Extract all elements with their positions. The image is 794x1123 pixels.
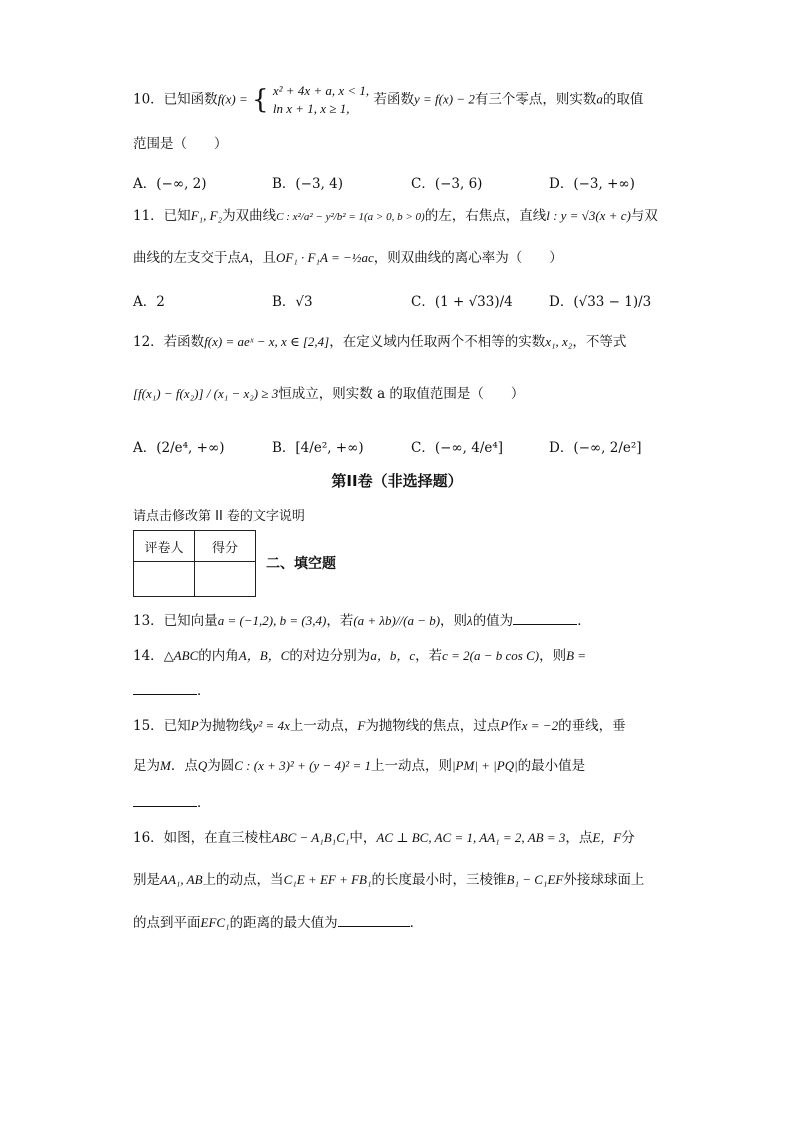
- q14-text: ，则: [539, 648, 567, 664]
- q13-condition: (a + λb)//(a − b): [353, 613, 441, 628]
- q10-option-d[interactable]: D．(−3, +∞): [549, 176, 635, 192]
- q16-text: 别是: [133, 872, 160, 888]
- grader-header: 评卷人: [134, 531, 195, 562]
- q15-text: 为抛物线: [198, 718, 253, 734]
- q16-text: 16．如图，在直三棱柱: [133, 830, 272, 846]
- q14-condition: c = 2(a − b cos C): [442, 648, 540, 663]
- q16-text: 的长度最小时，三棱锥: [371, 872, 507, 888]
- q13-vectors: a = (−1,2), b = (3,4): [217, 613, 327, 628]
- q10-var: a: [596, 91, 603, 107]
- q10-case2: ln x + 1, x ≥ 1,: [272, 101, 350, 116]
- section-title: 第II卷（非选择题）: [331, 472, 463, 490]
- q14-text: ，若: [415, 648, 443, 664]
- q15-Q: Q: [197, 758, 208, 773]
- q15-parabola: y² = 4x: [252, 718, 290, 733]
- q15-text: 15．已知: [133, 718, 191, 734]
- q14-sides: a，b，c: [370, 648, 416, 663]
- q16-sum: C₁E + EF + FB₁: [283, 872, 372, 887]
- q15-F: F: [357, 718, 366, 733]
- q15-answer-blank[interactable]: [133, 792, 197, 807]
- q14-line1: [133, 646, 586, 666]
- q11-text: ，且: [248, 250, 276, 266]
- q13-lambda: λ: [467, 613, 473, 628]
- q13-text: 的值为: [472, 613, 514, 629]
- q15-text: 为抛物线的焦点，过点: [365, 718, 501, 734]
- q15-M: M: [160, 758, 171, 773]
- q11-text: ，则双曲线的离心率为（ ）: [373, 250, 563, 266]
- q11-point: A: [241, 250, 249, 265]
- q12-line2: [133, 384, 524, 404]
- q16-text: 的点到平面: [133, 915, 201, 931]
- q10-option-b[interactable]: B．(−3, 4): [272, 176, 344, 192]
- q10-option-c[interactable]: C．(−3, 6): [411, 176, 483, 192]
- q16-prism: ABC − A₁B₁C₁: [271, 830, 350, 845]
- q13-answer-blank[interactable]: [513, 610, 577, 625]
- q11-line1: [133, 206, 658, 227]
- q10-case1: x² + 4x + a, x < 1,: [272, 83, 370, 98]
- q14-text: 的对边分别为: [289, 648, 371, 664]
- q14-triangle: △ABC: [163, 648, 199, 663]
- q15-circle: C : (x + 3)² + (y − 4)² = 1: [234, 758, 371, 773]
- q15-P: P: [190, 718, 199, 733]
- score-header: 得分: [195, 531, 256, 562]
- q10-function: f(x) =: [217, 91, 248, 107]
- q12-text: 恒成立，则实数 a 的取值范围是（ ）: [278, 386, 525, 402]
- q14-text: 14．: [133, 648, 164, 664]
- q15-text: 为圆: [207, 758, 235, 774]
- q15-text: 上一动点，: [289, 718, 358, 734]
- q16-text: 分: [621, 830, 635, 846]
- q12-line1: [133, 332, 626, 352]
- q13-text: ．: [577, 613, 591, 629]
- q14-line2: [133, 680, 211, 701]
- q15-sum: |PM| + |PQ|: [451, 758, 518, 773]
- q16-condition: AC ⊥ BC, AC = 1, AA₁ = 2, AB = 3: [376, 830, 566, 845]
- q12-option-b[interactable]: B．[4/e², +∞): [272, 440, 364, 456]
- q16-text: 中，: [349, 830, 377, 846]
- q12-text: ，不等式: [572, 334, 627, 350]
- q15-P: P: [500, 718, 509, 733]
- part-title: 二、填空题: [266, 556, 336, 572]
- section-note[interactable]: 请点击修改第 II 卷的文字说明: [133, 509, 305, 524]
- q15-text: 足为: [133, 758, 160, 774]
- q13-text: ，若: [326, 613, 354, 629]
- q11-option-a[interactable]: A．2: [133, 294, 165, 310]
- q10-expr: y = f(x) − 2: [413, 91, 475, 107]
- q16-points: E，F: [592, 830, 622, 845]
- q11-option-b[interactable]: B．√3: [272, 294, 313, 310]
- q11-text: 11．已知: [133, 208, 191, 224]
- q15-line2: [133, 756, 585, 776]
- q10-line2: 范围是（ ）: [133, 136, 228, 152]
- q14-B: B =: [566, 648, 587, 663]
- q12-vars: x₁, x₂: [545, 334, 573, 349]
- q11-text: 的左，右焦点，直线: [424, 208, 547, 224]
- q16-line3: [133, 912, 423, 933]
- q15-line3: [133, 792, 211, 813]
- score-cell[interactable]: [195, 562, 256, 597]
- q13-text: 13．已知向量: [133, 613, 218, 629]
- q15-text: ．点: [170, 758, 198, 774]
- q10-line1: [133, 82, 643, 118]
- q11-dot-product: OF₁ · F₁A = −½ac: [275, 250, 374, 265]
- q16-text: 上的动点，当: [202, 872, 284, 888]
- q11-text: 曲线的左支交于点: [133, 250, 241, 266]
- q10-text: 10．已知函数: [133, 91, 218, 108]
- q12-inequality: [f(x₁) − f(x₂)] / (x₁ − x₂) ≥ 3: [133, 386, 279, 401]
- grader-cell[interactable]: [134, 562, 195, 597]
- q15-xline: x = −2: [521, 718, 559, 733]
- q16-line2: [133, 870, 644, 890]
- q16-tetrahedron: B₁ − C₁EF: [506, 872, 564, 887]
- q15-text: 的垂线，垂: [558, 718, 626, 734]
- q10-text: 若函数: [373, 91, 414, 108]
- q11-curve: C : x²/a² − y²/b² = 1(a > 0, b > 0): [276, 211, 425, 223]
- q15-text: 作: [508, 718, 522, 734]
- q16-text: 外接球球面上: [563, 872, 645, 888]
- q14-answer-blank[interactable]: [133, 680, 197, 695]
- q14-angles: A，B，C: [238, 648, 290, 663]
- q15-line1: [133, 716, 626, 736]
- q10-text: 有三个零点，则实数: [474, 91, 597, 108]
- q12-text: 12．若函数: [133, 334, 205, 350]
- q12-function: f(x) = aeˣ − x, x ∈ [2,4]: [204, 334, 330, 349]
- q11-text: 为双曲线: [222, 208, 277, 224]
- q16-answer-blank[interactable]: [338, 912, 410, 927]
- q16-text: 的距离的最大值为: [229, 915, 338, 931]
- q11-foci: F₁, F₂: [190, 208, 223, 223]
- q13-text: ，则: [440, 613, 468, 629]
- q16-segments: AA₁, AB: [160, 872, 203, 887]
- q12-text: ，在定义域内任取两个不相等的实数: [329, 334, 546, 350]
- q11-option-c[interactable]: C．(1 + √33)/4: [411, 294, 513, 310]
- q10-brace: {: [252, 85, 269, 115]
- q16-line1: [133, 828, 635, 848]
- q10-option-a[interactable]: A．(−∞, 2): [133, 176, 207, 192]
- q12-option-c[interactable]: C．(−∞, 4/e⁴]: [411, 440, 504, 456]
- q11-text: 与双: [630, 208, 658, 224]
- q16-text: ，点: [565, 830, 593, 846]
- score-table: [133, 530, 256, 597]
- q10-text: 的取值: [602, 91, 644, 108]
- q14-text: 的内角: [198, 648, 239, 664]
- q15-text: 上一动点，则: [370, 758, 452, 774]
- q15-text: 的最小值是: [517, 758, 586, 774]
- q11-option-d[interactable]: D．(√33 − 1)/3: [549, 294, 652, 310]
- q15-text: ．: [197, 795, 211, 811]
- q16-plane: EFC₁: [200, 915, 230, 930]
- q10-cases: [273, 82, 369, 118]
- q14-text: ．: [197, 683, 211, 699]
- q16-text: ．: [409, 915, 424, 931]
- q12-option-d[interactable]: D．(−∞, 2/e²]: [549, 440, 642, 456]
- q13-line: [133, 610, 591, 631]
- q11-line-eq: l : y = √3(x + c): [546, 208, 631, 223]
- q12-option-a[interactable]: A．(2/e⁴, +∞): [133, 440, 225, 456]
- q11-line2: [133, 248, 563, 268]
